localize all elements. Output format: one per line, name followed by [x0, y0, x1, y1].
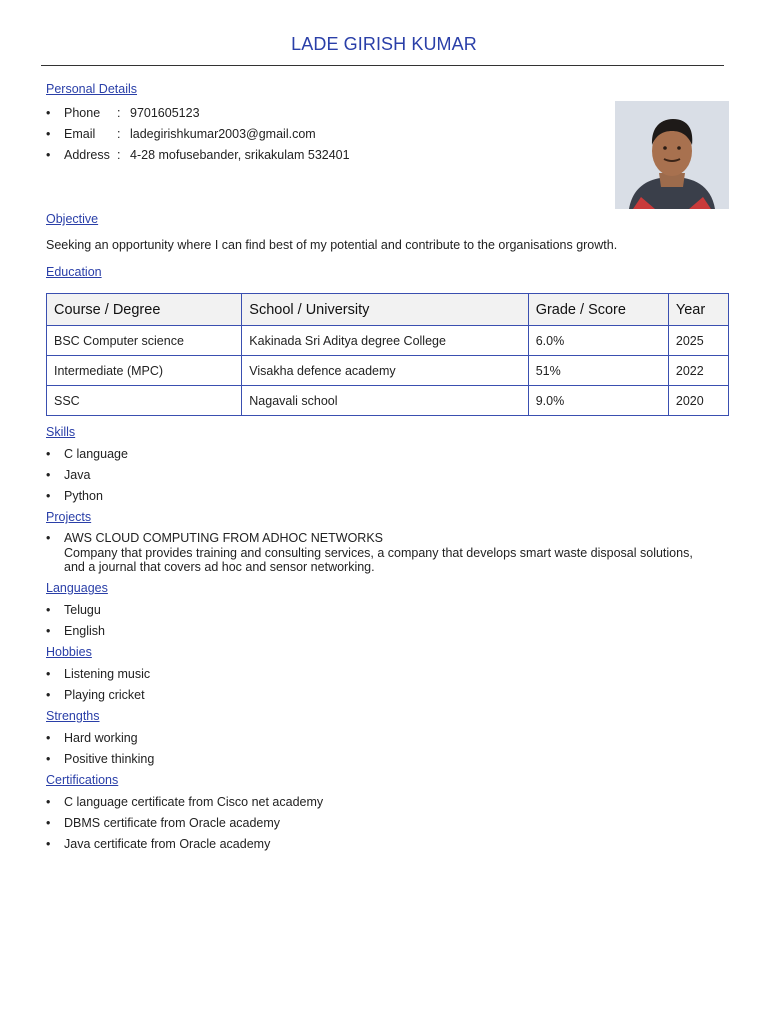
detail-label: Address — [64, 148, 110, 162]
skill-item: Python — [64, 489, 103, 503]
cell-school: Nagavali school — [242, 386, 528, 416]
bullet-icon: • — [46, 148, 51, 162]
bullet-icon: • — [46, 795, 51, 809]
table-row — [47, 356, 729, 386]
cell-grade: 51% — [528, 356, 668, 386]
bullet-icon: • — [46, 127, 51, 141]
detail-colon: : — [117, 106, 121, 120]
bullet-icon: • — [46, 468, 51, 482]
skill-item: C language — [64, 447, 128, 461]
cell-school: Visakha defence academy — [242, 356, 528, 386]
language-item: English — [64, 624, 105, 638]
bullet-icon: • — [46, 837, 51, 851]
cell-year: 2022 — [668, 356, 728, 386]
column-header-year: Year — [668, 294, 728, 326]
address-value: 4-28 mofusebander, srikakulam 532401 — [130, 148, 350, 162]
certification-item: Java certificate from Oracle academy — [64, 837, 271, 851]
cell-year: 2020 — [668, 386, 728, 416]
cell-year: 2025 — [668, 326, 728, 356]
column-header-grade: Grade / Score — [528, 294, 668, 326]
detail-colon: : — [117, 148, 121, 162]
column-header-course: Course / Degree — [47, 294, 242, 326]
hobby-item: Playing cricket — [64, 688, 145, 702]
email-value: ladegirishkumar2003@gmail.com — [130, 127, 316, 141]
profile-photo-illustration — [615, 101, 729, 209]
heading-projects: Projects — [46, 510, 92, 524]
bullet-icon: • — [46, 752, 51, 766]
objective-text: Seeking an opportunity where I can find best of my potential and contribute to the organisations growth. — [46, 238, 618, 252]
table-row — [47, 386, 729, 416]
strength-item: Hard working — [64, 731, 138, 745]
heading-hobbies: Hobbies — [46, 645, 92, 659]
heading-personal-details: Personal Details — [46, 82, 138, 96]
cell-course: SSC — [47, 386, 242, 416]
certification-item: DBMS certificate from Oracle academy — [64, 816, 281, 830]
bullet-icon: • — [46, 731, 51, 745]
bullet-icon: • — [46, 816, 51, 830]
detail-label: Phone — [64, 106, 101, 120]
bullet-icon: • — [46, 624, 51, 638]
heading-strengths: Strengths — [46, 709, 100, 723]
skill-item: Java — [64, 468, 91, 482]
heading-objective: Objective — [46, 212, 99, 226]
cell-grade: 6.0% — [528, 326, 668, 356]
detail-label: Email — [64, 127, 96, 141]
table-row — [47, 326, 729, 356]
project-title: AWS CLOUD COMPUTING FROM ADHOC NETWORKS — [64, 531, 383, 545]
strength-item: Positive thinking — [64, 752, 155, 766]
candidate-name: LADE GIRISH KUMAR — [291, 34, 477, 54]
certification-item: C language certificate from Cisco net academy — [64, 795, 324, 809]
heading-education: Education — [46, 265, 102, 279]
project-description: Company that provides training and consulting services, a company that develops smart waste disposal solutions, and a journal that covers ad hoc and sensor networking. — [64, 545, 693, 574]
education-header-row — [47, 294, 729, 326]
cell-school: Kakinada Sri Aditya degree College — [242, 326, 528, 356]
language-item: Telugu — [64, 603, 101, 617]
cell-course: Intermediate (MPC) — [47, 356, 242, 386]
cell-course: BSC Computer science — [47, 326, 242, 356]
heading-certifications: Certifications — [46, 773, 119, 787]
bullet-icon: • — [46, 667, 51, 681]
bullet-icon: • — [46, 106, 51, 120]
phone-value: 9701605123 — [130, 106, 200, 120]
heading-skills: Skills — [46, 425, 76, 439]
bullet-icon: • — [46, 447, 51, 461]
header-divider — [41, 65, 724, 66]
cell-grade: 9.0% — [528, 386, 668, 416]
hobby-item: Listening music — [64, 667, 151, 681]
education-table — [46, 293, 729, 416]
profile-photo — [615, 101, 729, 209]
heading-languages: Languages — [46, 581, 108, 595]
bullet-icon: • — [46, 603, 51, 617]
bullet-icon: • — [46, 688, 51, 702]
project-entry — [46, 531, 706, 575]
column-header-school: School / University — [242, 294, 528, 326]
bullet-icon: • — [46, 489, 51, 503]
bullet-icon: • — [46, 531, 51, 545]
detail-colon: : — [117, 127, 121, 141]
